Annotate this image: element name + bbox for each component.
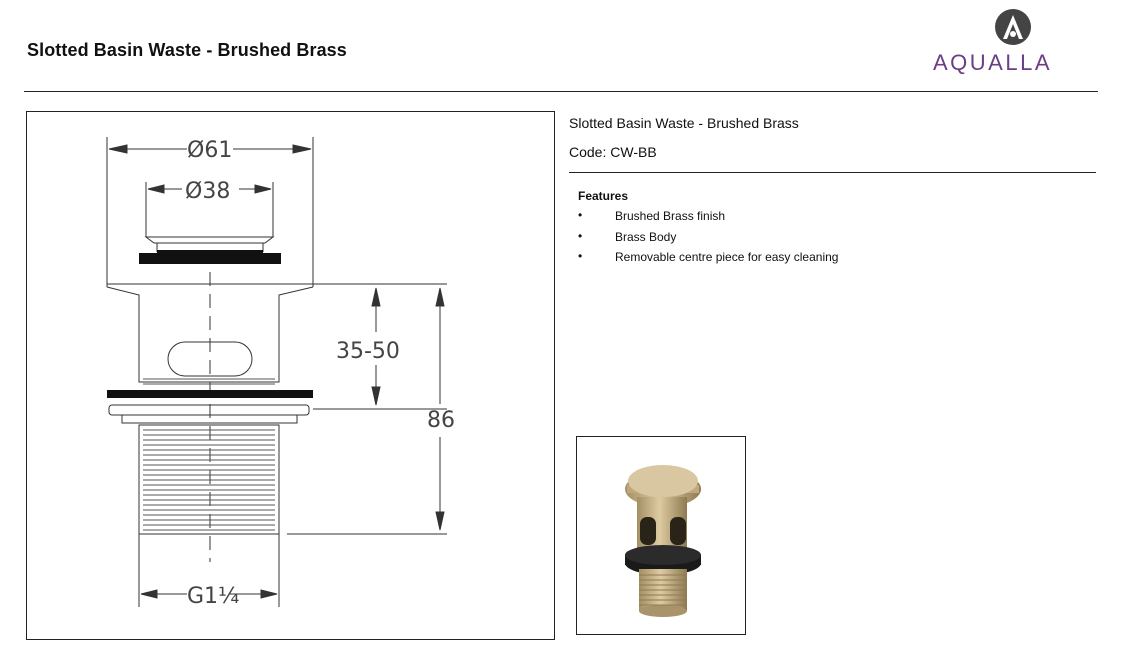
bullet-icon: • (578, 228, 583, 243)
product-name: Slotted Basin Waste - Brushed Brass (569, 115, 799, 131)
page-title: Slotted Basin Waste - Brushed Brass (27, 40, 347, 60)
info-divider (569, 172, 1096, 173)
dim-inner-diameter: Ø38 (185, 179, 231, 204)
dim-thread: G1¼ (187, 584, 240, 609)
bullet-icon: • (578, 249, 583, 263)
bullet-icon: • (578, 208, 583, 222)
dim-height: 86 (427, 408, 455, 433)
feature-text: Brass Body (615, 229, 677, 244)
dim-outer-diameter: Ø61 (187, 138, 233, 163)
feature-text: Brushed Brass finish (615, 209, 726, 223)
brand-name: AQUALLA (933, 50, 1052, 75)
aqualla-logo-icon (994, 8, 1032, 46)
feature-text: Removable centre piece for easy cleaning (615, 250, 839, 264)
drawing-svg (27, 112, 554, 639)
product-code: Code: CW-BB (569, 144, 657, 160)
header-divider (24, 91, 1098, 92)
basin-waste-illustration (577, 437, 745, 634)
dim-thickness-range: 35-50 (336, 339, 400, 364)
product-photo (576, 436, 746, 635)
features-heading: Features (578, 189, 629, 203)
brand-logo (928, 8, 1098, 78)
technical-drawing (26, 111, 555, 640)
